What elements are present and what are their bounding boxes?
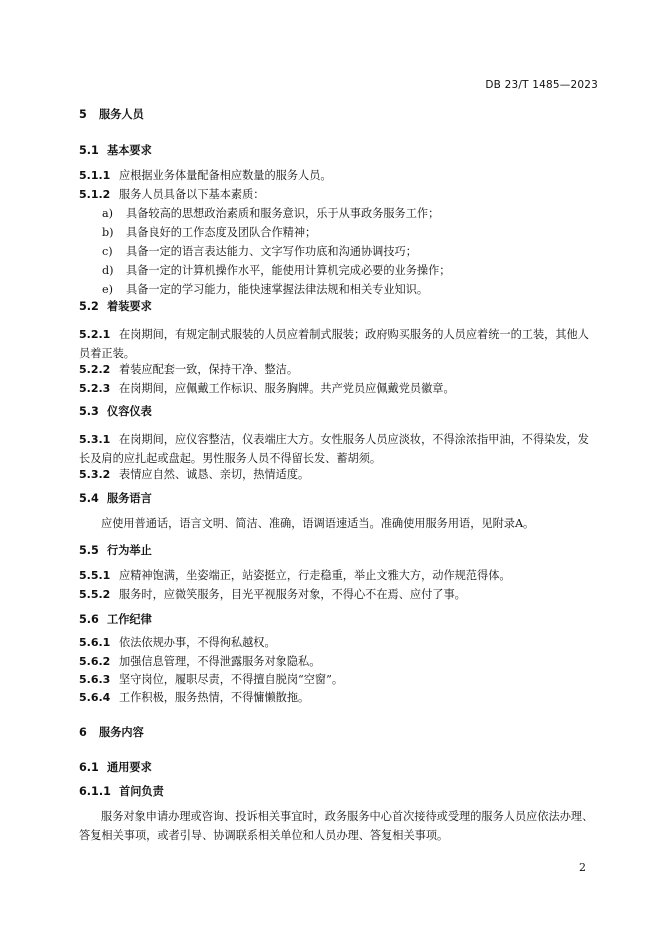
section-title: 通用要求 [107, 761, 152, 774]
section-title: 服务内容 [99, 726, 144, 739]
list-item [102, 245, 417, 259]
clause-5-1-2 [79, 188, 264, 202]
section-number: 5.5 [79, 544, 99, 557]
list-marker: a) [102, 207, 114, 220]
clause-number: 5.2.2 [79, 363, 111, 376]
clause-number: 5.6.3 [79, 673, 111, 686]
clause-text: 在岗期间，应佩戴工作标识、服务胸牌。共产党员应佩戴党员徽章。 [119, 382, 455, 395]
section-title: 着装要求 [107, 300, 152, 313]
document-number: DB 23/T 1485—2023 [485, 79, 598, 91]
section-title: 仪容仪表 [107, 405, 152, 418]
list-marker: d) [102, 264, 114, 277]
section-number: 6 [79, 726, 87, 739]
clause-text: 着装应配套一致，保持干净、整洁。 [119, 363, 299, 376]
section-number: 5.1 [79, 144, 99, 157]
section-5-6-heading [79, 613, 152, 627]
clause-number: 5.1.2 [79, 188, 111, 201]
section-title: 首问负责 [119, 785, 164, 798]
section-title: 工作纪律 [107, 613, 152, 626]
list-item [102, 283, 428, 297]
clause-5-3-2 [79, 468, 309, 482]
list-item [102, 226, 316, 240]
list-text: 具备良好的工作态度及团队合作精神； [126, 226, 317, 239]
clause-text: 应精神饱满，坐姿端正，站姿挺立，行走稳重，举止文雅大方，动作规范得体。 [119, 569, 511, 582]
clause-number: 5.1.1 [79, 169, 111, 182]
section-number: 5.2 [79, 300, 99, 313]
section-number: 6.1.1 [79, 785, 111, 798]
clause-text: 应根据业务体量配备相应数量的服务人员。 [119, 169, 332, 182]
section-number: 5.6 [79, 613, 99, 626]
clause-number: 5.2.1 [79, 328, 111, 341]
section-6-1-heading [79, 761, 152, 775]
section-5-4-heading [79, 492, 152, 506]
clause-number: 5.3.1 [79, 433, 111, 446]
clause-5-5-2 [79, 588, 466, 602]
clause-text: 表情应自然、诚恳、亲切，热情适度。 [119, 468, 310, 481]
section-title: 服务语言 [107, 492, 152, 505]
clause-number: 5.5.1 [79, 569, 111, 582]
section-6-1-1-heading [79, 785, 164, 799]
clause-text: 坚守岗位，履职尽责，不得擅自脱岗“空窗”。 [119, 673, 344, 686]
clause-text: 依法依规办事，不得徇私越权。 [119, 636, 276, 649]
page-number: 2 [579, 861, 586, 874]
clause-5-2-3 [79, 382, 455, 396]
clause-number: 5.3.2 [79, 468, 111, 481]
clause-number: 5.6.2 [79, 655, 111, 668]
clause-5-1-1 [79, 169, 332, 183]
clause-5-2-2 [79, 363, 298, 377]
list-item [102, 264, 450, 278]
clause-6-1-1-text: 服务对象申请办理或咨询、投诉相关事宜时，政务服务中心首次接待或受理的服务人员应依法办理、答复相关事项，或者引导、协调联系相关单位和人员办理、答复相关事项。 [79, 810, 594, 842]
section-title: 行为举止 [107, 544, 152, 557]
clause-text: 服务时，应微笑服务，目光平视服务对象，不得心不在焉、应付了事。 [119, 588, 466, 601]
list-item [102, 207, 439, 221]
section-5-4-text: 应使用普通话，语言文明、简洁、准确，语调语速适当。准确使用服务用语，见附录A。 [101, 517, 535, 530]
clause-5-3-1 [79, 430, 599, 468]
clause-5-5-1 [79, 569, 511, 583]
section-number: 5.4 [79, 492, 99, 505]
clause-number: 5.2.3 [79, 382, 111, 395]
clause-5-6-1 [79, 636, 276, 650]
list-text: 具备一定的学习能力，能快速掌握法律法规和相关专业知识。 [126, 283, 429, 296]
clause-number: 5.6.1 [79, 636, 111, 649]
clause-text: 服务人员具备以下基本素质： [119, 188, 265, 201]
clause-text: 工作积极，服务热情，不得慵懒散拖。 [119, 691, 310, 704]
clause-5-6-3 [79, 673, 343, 687]
clause-5-2-1 [79, 325, 599, 363]
section-title: 服务人员 [99, 108, 144, 121]
list-text: 具备较高的思想政治素质和服务意识，乐于从事政务服务工作； [126, 207, 440, 220]
section-5-3-heading [79, 405, 152, 419]
list-marker: b) [102, 226, 114, 239]
section-number: 6.1 [79, 761, 99, 774]
section-5-heading [79, 108, 144, 122]
clause-text: 在岗期间，有规定制式服装的人员应着制式服装；政府购买服务的人员应着统一的工装，其他人员着正装。 [79, 328, 589, 360]
list-marker: e) [102, 283, 113, 296]
section-title: 基本要求 [107, 144, 152, 157]
section-number: 5 [79, 108, 87, 121]
section-6-heading [79, 726, 144, 740]
clause-5-6-4 [79, 691, 309, 705]
clause-5-6-2 [79, 655, 320, 669]
section-5-1-heading [79, 144, 152, 158]
clause-number: 5.5.2 [79, 588, 111, 601]
section-5-5-heading [79, 544, 152, 558]
list-marker: c) [102, 245, 113, 258]
list-text: 具备一定的语言表达能力、文字写作功底和沟通协调技巧； [126, 245, 417, 258]
clause-text: 在岗期间，应仪容整洁，仪表端庄大方。女性服务人员应淡妆，不得涂浓指甲油，不得染发，发长及肩的应扎起或盘起。男性服务人员不得留长发、蓄胡须。 [79, 433, 589, 465]
clause-number: 5.6.4 [79, 691, 111, 704]
clause-text: 加强信息管理，不得泄露服务对象隐私。 [119, 655, 321, 668]
section-number: 5.3 [79, 405, 99, 418]
section-5-2-heading [79, 300, 152, 314]
list-text: 具备一定的计算机操作水平，能使用计算机完成必要的业务操作； [126, 264, 451, 277]
